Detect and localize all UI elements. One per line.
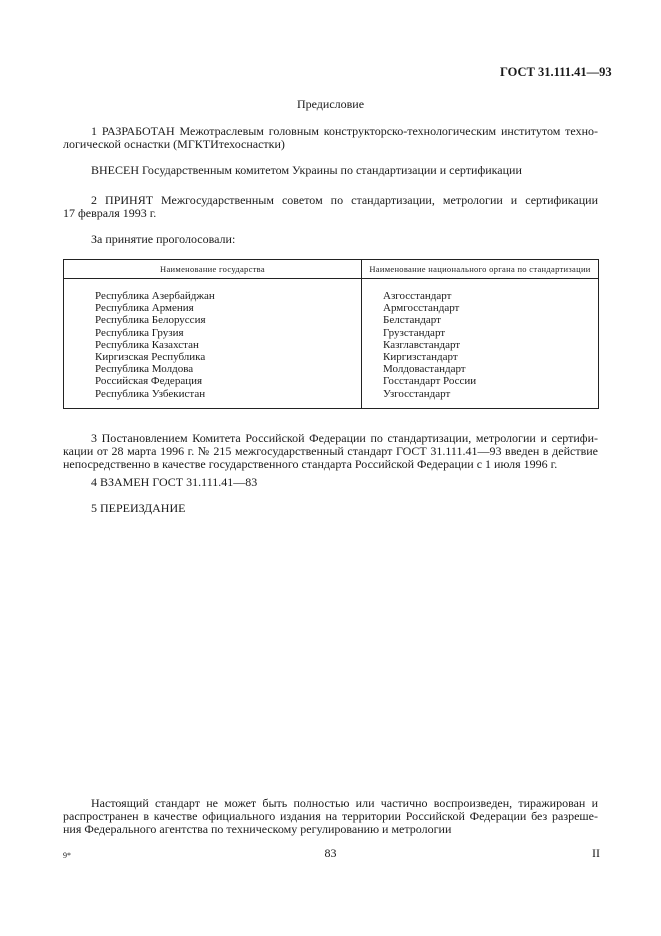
paragraph-line: 2 ПРИНЯТ Межгосударственным советом по стандартизации, метрологии и сертификации xyxy=(91,193,598,207)
table-header-row xyxy=(64,260,599,279)
table-cell-body: Грузстандарт xyxy=(383,326,446,339)
copyright-notice xyxy=(63,797,598,836)
table-cell-body: Азгосстандарт xyxy=(383,290,452,302)
preface-title: Предисловие xyxy=(296,97,365,111)
paragraph-developed-by xyxy=(63,125,598,151)
table-cell-body: Казглавстандарт xyxy=(383,338,461,351)
paragraph-line: кации от 28 марта 1996 г. № 215 межгосударственный стандарт ГОСТ 31.111.41—93 введен в действие xyxy=(63,444,598,458)
paragraph-line: Настоящий стандарт не может быть полностью или частично воспроизведен, тиражирован и xyxy=(91,796,598,810)
table-cell-state: Республика Армения xyxy=(95,302,194,315)
table-cell-body: Молдовастандарт xyxy=(383,363,466,376)
paragraph-adopted-by xyxy=(63,194,598,220)
table-cell-body: Киргизстандарт xyxy=(383,350,458,363)
column-header-state: Наименование государства xyxy=(64,260,362,279)
paragraph-line: логической оснастки (МГКТИтехоснастки) xyxy=(63,137,285,151)
standard-code: ГОСТ 31.111.41—93 xyxy=(500,65,612,79)
footer-signature-mark: 9* xyxy=(63,851,71,860)
paragraph-line: распространен в качестве официального издания на территории Российской Федерации без разреше- xyxy=(63,809,598,823)
table-cell-body: Белстандарт xyxy=(383,314,441,327)
table-body-row xyxy=(64,279,599,409)
table-cell-state: Республика Казахстан xyxy=(95,338,199,351)
paragraph-introduced-by: ВНЕСЕН Государственным комитетом Украины по стандартизации и сертификации xyxy=(91,163,522,177)
paragraph-line: 1 РАЗРАБОТАН Межотраслевым головным конструкторско-технологическим институтом техно- xyxy=(91,124,598,138)
footer-roman-numeral: II xyxy=(592,846,600,860)
paragraph-line: 3 Постановлением Комитета Российской Федерации по стандартизации, метрологии и сертифи- xyxy=(91,431,598,445)
table-cell-state: Республика Узбекистан xyxy=(95,387,206,400)
paragraph-line: 17 февраля 1993 г. xyxy=(63,206,157,220)
paragraph-line: непосредственно в качестве государственного стандарта Российской Федерации с 1 июля 1996 г. xyxy=(63,457,558,471)
paragraph-resolution xyxy=(63,432,598,471)
paragraph-line: ния Федерального агентства по техническому регулированию и метрологии xyxy=(63,822,452,836)
table-cell-body: Госстандарт России xyxy=(383,375,477,388)
table-cell-state: Республика Грузия xyxy=(95,326,184,339)
table-cell-state: Российская Федерация xyxy=(95,375,203,388)
paragraph-reissue: 5 ПЕРЕИЗДАНИЕ xyxy=(91,501,186,515)
table-cell-state: Киргизская Республика xyxy=(95,350,206,363)
voting-states-table xyxy=(63,259,599,409)
state-list xyxy=(64,279,362,409)
table-cell-body: Армгосстандарт xyxy=(383,302,460,315)
page-number: 83 xyxy=(324,846,337,860)
paragraph-replaces: 4 ВЗАМЕН ГОСТ 31.111.41—83 xyxy=(91,475,258,489)
table-cell-body: Узгосстандарт xyxy=(383,387,451,400)
paragraph-voted-for: За принятие проголосовали: xyxy=(91,232,236,246)
table-cell-state: Республика Белоруссия xyxy=(95,314,206,327)
table-cell-state: Республика Азербайджан xyxy=(95,290,215,302)
body-list xyxy=(362,279,599,409)
column-header-body: Наименование национального органа по стандартизации xyxy=(362,260,599,279)
table-cell-state: Республика Молдова xyxy=(95,363,194,376)
